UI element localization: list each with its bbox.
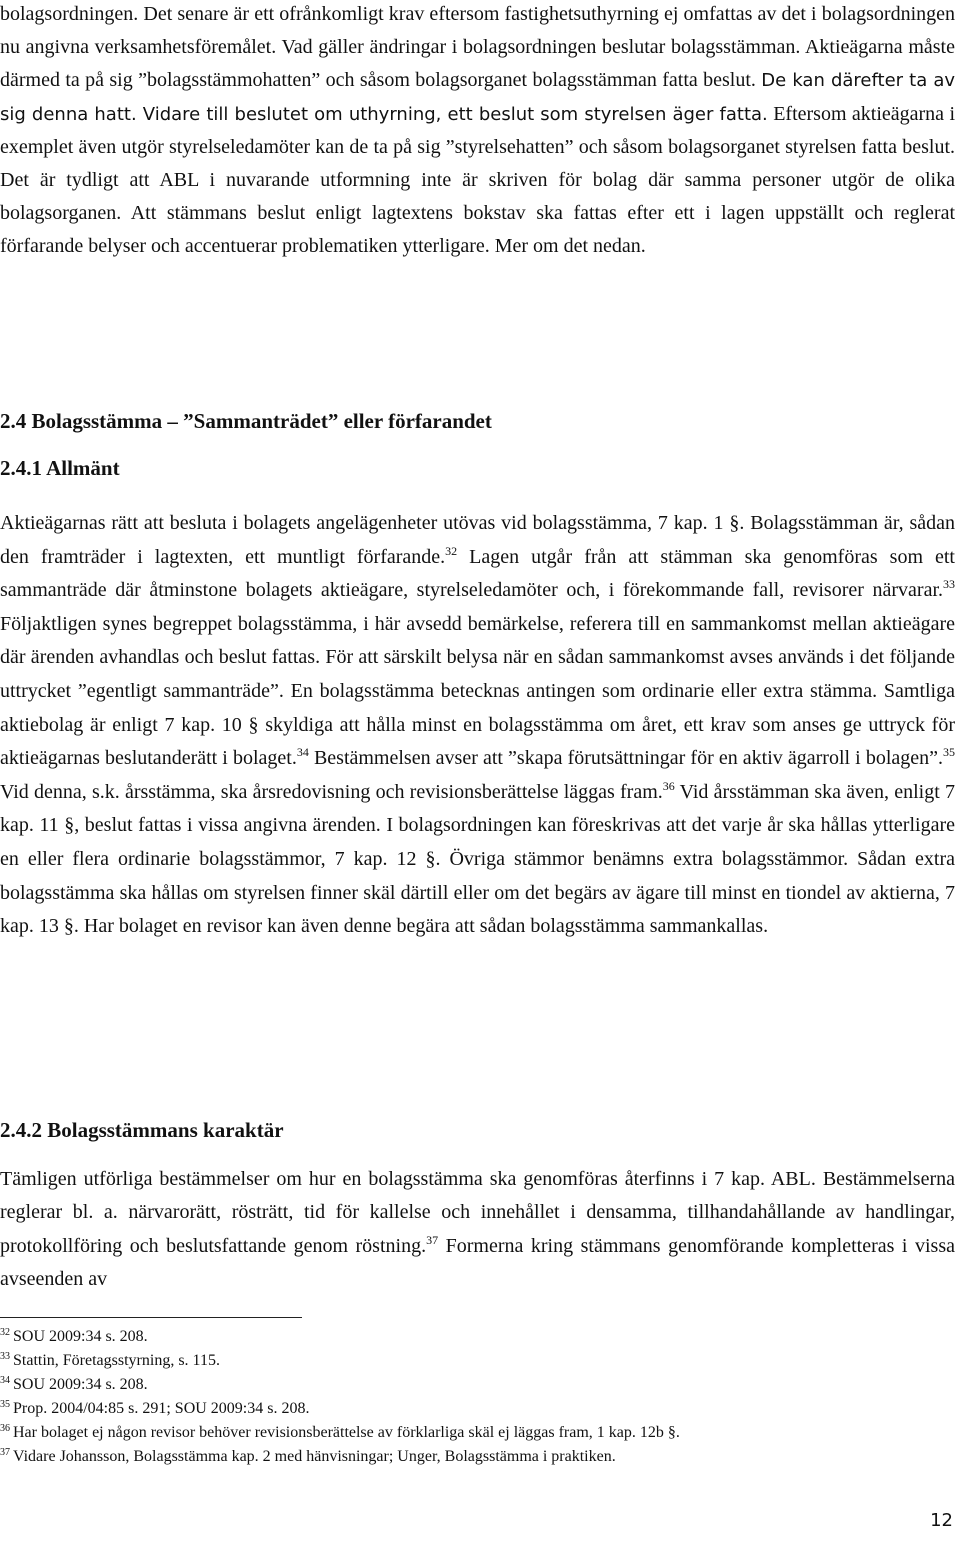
subsection-heading: 2.4.2 Bolagsstämmans karaktär — [0, 1118, 284, 1142]
footnote-ref[interactable]: 36 — [662, 778, 675, 793]
footnote-text: Prop. 2004/04:85 s. 291; SOU 2009:34 s. 208. — [13, 1400, 310, 1417]
footnote-divider — [0, 1317, 302, 1318]
footnote — [0, 1349, 955, 1373]
footnote-number: 37 — [0, 1447, 10, 1458]
footnote-text: SOU 2009:34 s. 208. — [13, 1376, 148, 1393]
footnote — [0, 1373, 955, 1397]
footnote — [0, 1445, 955, 1469]
footnote-number: 32 — [0, 1327, 10, 1338]
paragraph-text: Eftersom aktieägarna i exemplet även utgör styrelseledamöter kan de ta på sig ”styrelsehatten” och såsom bolagsorganet styrelsen fatta beslut. Det är tydligt att ABL i nuvarande utformning inte är skriven för bolag där samma personer utgör de olika bolagsorganen. Att stämmans beslut enligt lagtextens bokstav ska fattas efter ett i lagen uppställt och reglerat förfarande belyser och accentuerar problematiken ytterligare. Mer om det nedan. — [0, 102, 956, 258]
footnote-number: 35 — [0, 1399, 10, 1410]
body-paragraph — [0, 0, 955, 264]
paragraph-text: bolagsordningen. Det senare är ett ofrånkomligt krav eftersom fastighetsuthyrning ej omfattas av det i bolagsordningen nu angivna verksamhetsföremålet. Vad gäller ändringar i bolagsordningen beslutar bolagsstämman. Aktieägarna måste därmed ta på sig ”bolagsstämmohatten” och såsom bolagsorganet bolagsstämman fatta beslut. — [0, 3, 955, 92]
footnote-number: 36 — [0, 1423, 10, 1434]
paragraph-text-sans: De kan därefter ta av sig denna hatt. Vidare till beslutet om uthyrning, ett beslut som styrelsen äger fatta. — [0, 70, 956, 125]
paragraph-text: Vid denna, s.k. årsstämma, ska årsredovisning och revisionsberättelse läggas fram. — [0, 780, 663, 803]
footnote-ref[interactable]: 35 — [943, 745, 956, 760]
footnote-ref[interactable]: 37 — [426, 1232, 439, 1247]
footnotes — [0, 1325, 955, 1469]
footnote-text: Vidare Johansson, Bolagsstämma kap. 2 med hänvisningar; Unger, Bolagsstämma i praktiken. — [13, 1448, 616, 1465]
footnote-number: 34 — [0, 1375, 10, 1386]
footnote-number: 33 — [0, 1351, 10, 1362]
subsection-heading: 2.4.1 Allmänt — [0, 456, 120, 480]
footnote-ref[interactable]: 34 — [296, 745, 309, 760]
paragraph-text: Följaktligen synes begreppet bolagsstämma, i här avsedd bemärkelse, referera till en sammankomst mellan aktieägare där ärenden avhandlas och beslut fattas. För att särskilt belysa när en sådan sammankomst avses används i det följande uttrycket ”egentligt sammanträde”. En bolagsstämma betecknas antingen som ordinarie eller extra stämma. Samtliga aktiebolag är enligt 7 kap. 10 § skyldiga att hålla minst en bolagsstämma om året, ett krav som anses ge uttryck för aktieägarnas beslutanderätt i bolaget. — [0, 612, 955, 770]
footnote-text: SOU 2009:34 s. 208. — [13, 1328, 148, 1345]
footnote — [0, 1421, 955, 1445]
section-heading: 2.4 Bolagsstämma – ”Sammanträdet” eller förfarandet — [0, 409, 492, 433]
paragraph-text: Formerna kring stämmans genomförande kompletteras i vissa avseenden av — [0, 1234, 955, 1291]
body-paragraph — [0, 507, 955, 944]
paragraph-text: Tämligen utförliga bestämmelser om hur en bolagsstämma ska genomföras återfinns i 7 kap. ABL. Bestämmelserna reglerar bl. a. närvarorätt, rösträtt, tid för kallelse och innehållet i densamma, tillhandahållande av handlingar, protokollföring och beslutsfattande genom röstning. — [0, 1168, 955, 1257]
footnote-ref[interactable]: 33 — [943, 577, 955, 592]
paragraph-text: Vid årsstämman ska även, enligt 7 kap. 11 §, beslut fattas i vissa angivna ärenden. I bolagsordningen kan föreskrivas att det varje år ska hållas ytterligare en eller flera ordinarie bolagsstämmor, 7 kap. 12 §. Övriga stämmor benämns extra bolagsstämmor. Sådan extra bolagsstämma ska hållas om styrelsen finner skäl därtill eller om det begärs av ägare till minst en tiondel av aktierna, 7 kap. 13 §. Har bolaget en revisor kan även denne begära att sådan bolagsstämma sammankallas. — [0, 780, 955, 938]
paragraph-text: Aktieägarnas rätt att besluta i bolagets angelägenheter utövas vid bolagsstämma, 7 kap. 1 §. Bolagsstämman är, sådan den framträder i lagtexten, ett muntligt förfarande. — [0, 512, 955, 568]
footnote — [0, 1397, 955, 1421]
body-paragraph — [0, 1163, 955, 1297]
paragraph-text: Lagen utgår från att stämman ska genomföras som ett sammanträde där åtminstone bolagets aktieägare, styrelseledamöter och, i förekommande fall, revisorer närvarar. — [0, 545, 955, 602]
page-number: 12 — [930, 1510, 953, 1531]
paragraph-text: Bestämmelsen avser att ”skapa förutsättningar för en aktiv ägarroll i bolagen”. — [308, 747, 944, 770]
footnote — [0, 1325, 955, 1349]
footnote-text: Har bolaget ej någon revisor behöver revisionsberättelse av förklarliga skäl ej läggas fram, 1 kap. 12b §. — [13, 1424, 680, 1441]
footnote-ref[interactable]: 32 — [445, 543, 458, 558]
footnote-text: Stattin, Företagsstyrning, s. 115. — [13, 1352, 220, 1369]
